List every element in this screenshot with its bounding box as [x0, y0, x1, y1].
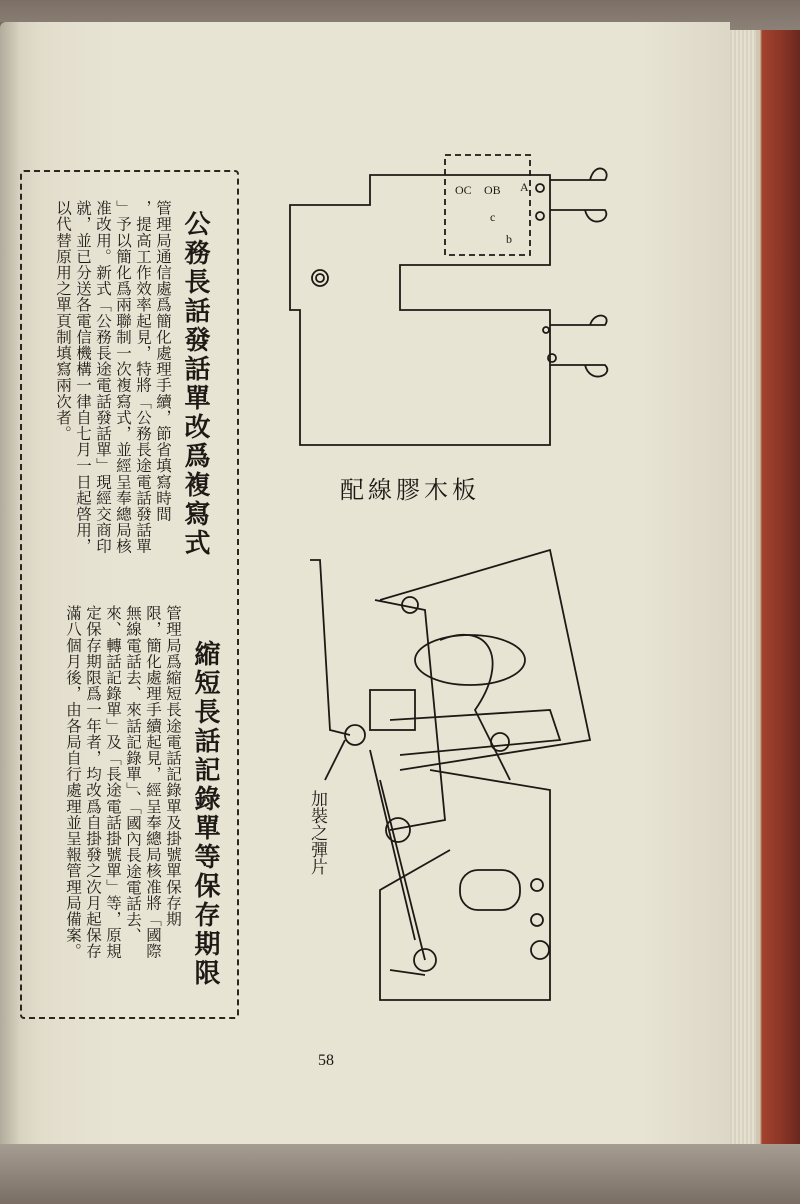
body-1-line: 以代替原用之單頁制填寫兩次者。 — [54, 200, 72, 442]
body-1-line: 」予以簡化爲兩聯制一次複寫式，並經呈奉總局核 — [114, 200, 132, 555]
gutter-shadow — [0, 22, 20, 1172]
body-2-line: 來、轉話記錄單」及「長途電話掛號單」等，原規 — [104, 605, 122, 960]
body-1-line: ，提高工作效率起見，特將「公務長途電話發話單 — [134, 200, 152, 555]
body-1-line: 准改用。新式「公務長途電話發話單」現經交商印 — [94, 200, 112, 555]
diagram-label-ob: OB — [484, 183, 501, 197]
notice-title-1: 公務長話發話單改爲複寫式 — [180, 210, 210, 558]
notice-body-2 — [38, 605, 183, 1005]
diagram-caption-top: 配線膠木板 — [340, 476, 480, 504]
body-1-line: 管理局通信處爲簡化處理手續，節省填寫時間 — [154, 200, 172, 522]
diagram-label-c: c — [490, 210, 496, 224]
body-2-line: 滿八個月後，由各局自行處理並呈報管理局備案。 — [64, 605, 82, 960]
body-1-line: 就，並已分送各電信機構一律自七月一日起啓用， — [74, 200, 92, 555]
notice-body-1 — [38, 200, 173, 580]
background-bottom — [0, 1144, 800, 1204]
body-2-line: 限，簡化處理手續起見，經呈奉總局核准將「國際 — [144, 605, 162, 960]
page-number: 58 — [318, 1052, 334, 1069]
book-cover-edge — [752, 30, 800, 1204]
diagram-label-oc: OC — [455, 183, 472, 197]
body-2-line: 無線電話去、來話記錄單」、「國內長途電話去、 — [124, 605, 142, 944]
diagram-label-a: A — [520, 180, 529, 194]
diagram-label-b: b — [506, 232, 512, 246]
wiring-diagram — [250, 130, 680, 1030]
body-2-line: 管理局爲縮短長途電話記錄單及掛號單保存期 — [164, 605, 182, 927]
notice-title-2: 縮短長話記錄單等保存期限 — [190, 640, 220, 988]
diagram-caption-side: 加裝之彈片 — [307, 790, 327, 875]
body-2-line: 定保存期限爲一年者，均改爲自掛發之次月起保存 — [84, 605, 102, 960]
